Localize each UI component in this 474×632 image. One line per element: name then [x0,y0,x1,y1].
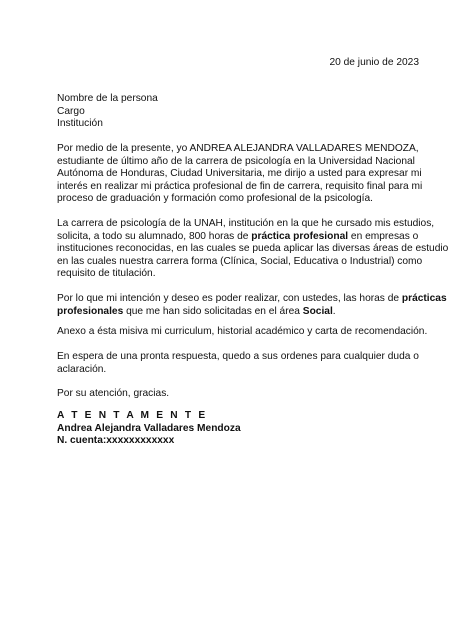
paragraph-line: Autónoma de Honduras, Ciudad Universitaria, me dirijo a usted para expresar mi [57,168,422,180]
letter-date: 20 de junio de 2023 [329,57,419,68]
paragraph-intention [57,293,447,318]
signature-title: A T E N T A M E N T E [57,410,208,421]
paragraph-introduction [57,143,423,206]
paragraph-line [57,231,423,244]
paragraph-line: instituciones reconocidas, en las cuales se pueda aplicar las diversas áreas de estudio [57,243,449,255]
text-run: en empresas o [348,230,419,242]
paragraph-awaiting-response [57,351,423,376]
paragraph-line [57,306,423,319]
bold-text-practica-profesional: práctica profesional [251,230,349,242]
recipient-position: Cargo [57,105,85,117]
paragraph-line: estudiante de último año de la carrera de psicología en la Universidad Nacional [57,155,415,167]
paragraph-line: interés en realizar mi práctica profesional de fin de carrera, requisito final para mi [57,180,423,192]
text-run: que me han sido solicitadas en el área [123,305,303,317]
bold-text-practicas: prácticas [401,293,447,304]
text-run: Por lo que mi intención y deseo es poder realizar, con ustedes, las horas de [57,293,402,304]
paragraph-line [57,293,447,306]
signature-account: N. cuenta:xxxxxxxxxxxx [57,435,175,447]
paragraph-line: Anexo a ésta misiva mi curriculum, historial académico y carta de recomendación. [57,326,428,337]
bold-text-profesionales: profesionales [57,305,124,317]
bold-text-social: Social [302,305,333,317]
paragraph-requirements [57,218,449,281]
paragraph-line: En espera de una pronta respuesta, quedo a sus ordenes para cualquier duda o [57,351,419,362]
recipient-institution: Institución [57,118,103,130]
paragraph-line: La carrera de psicología de la UNAH, institución en la que he cursado mis estudios, [57,218,435,229]
recipient-block [57,93,423,131]
closing-line [57,388,423,401]
signature-block [57,410,423,448]
paragraph-line: aclaración. [57,363,107,375]
paragraph-line: en las cuales nuestra carrera forma (Clínica, Social, Educativa o Industrial) como [57,255,423,267]
paragraph-line: proceso de graduación y formación como profesional de la psicología. [57,193,373,205]
paragraph-line: requisito de titulación. [57,268,156,280]
paragraph-line: Por medio de la presente, yo ANDREA ALEJANDRA VALLADARES MENDOZA, [57,143,419,154]
closing-text: Por su atención, gracias. [57,388,170,399]
recipient-name: Nombre de la persona [57,93,158,104]
signature-name: Andrea Alejandra Valladares Mendoza [57,422,241,434]
text-run: . [332,305,336,317]
text-run: solicita, a todo su alumnado, 800 horas de [57,230,252,242]
paragraph-attachments [57,326,428,339]
